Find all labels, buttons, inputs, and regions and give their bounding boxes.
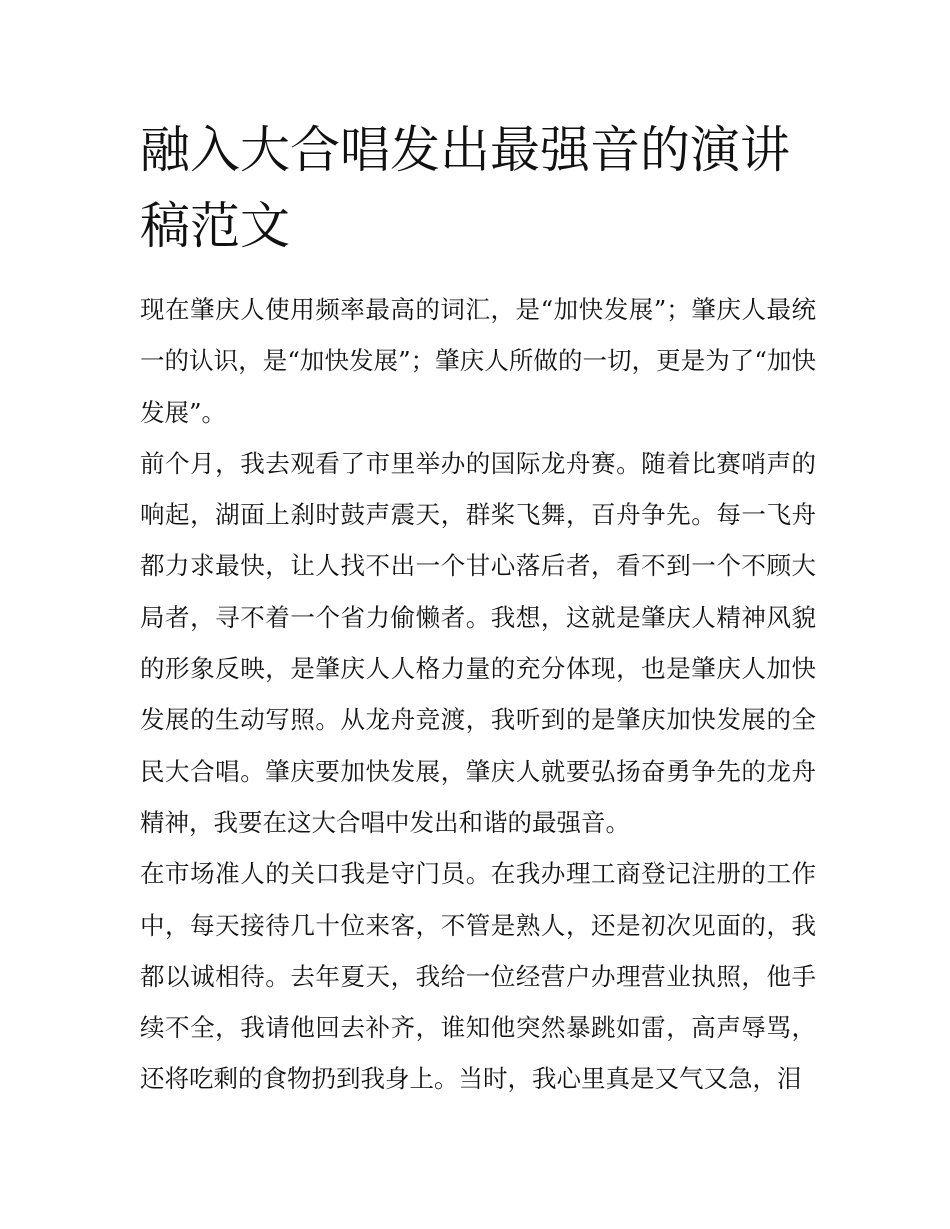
document-title: 融入大合唱发出最强音的演讲稿范文 (140, 121, 790, 255)
paragraph-2: 前个月，我去观看了市里举办的国际龙舟赛。随着比赛哨声的响起，湖面上刹时鼓声震天，群桨飞舞，百舟争先。每一飞舟都力求最快，让人找不出一个甘心落后者，看不到一个不顾大局者，寻不着一个省力偷懒者。我想，这就是肇庆人精神风貌的形象反映，是肇庆人人格力量的充分体现，也是肇庆人加快发展的生动写照。从龙舟竞渡，我听到的是肇庆加快发展的全民大合唱。肇庆要加快发展，肇庆人就要弘扬奋勇争先的龙舟精神，我要在这大合唱中发出和谐的最强音。 (140, 448, 816, 837)
document-body (140, 284, 816, 1105)
paragraph-3: 在市场准人的关口我是守门员。在我办理工商登记注册的工作中，每天接待几十位来客，不管是熟人，还是初次见面的，我都以诚相待。去年夏天，我给一位经营户办理营业执照，他手续不全，我请他回去补齐，谁知他突然暴跳如雷，高声辱骂，还将吃剩的食物扔到我身上。当时，我心里真是又气又急，泪 (140, 859, 816, 1094)
paragraph-1: 现在肇庆人使用频率最高的词汇，是“加快发展”；肇庆人最统一的认识，是“加快发展”；肇庆人所做的一切，更是为了“加快发展”。 (140, 295, 816, 427)
